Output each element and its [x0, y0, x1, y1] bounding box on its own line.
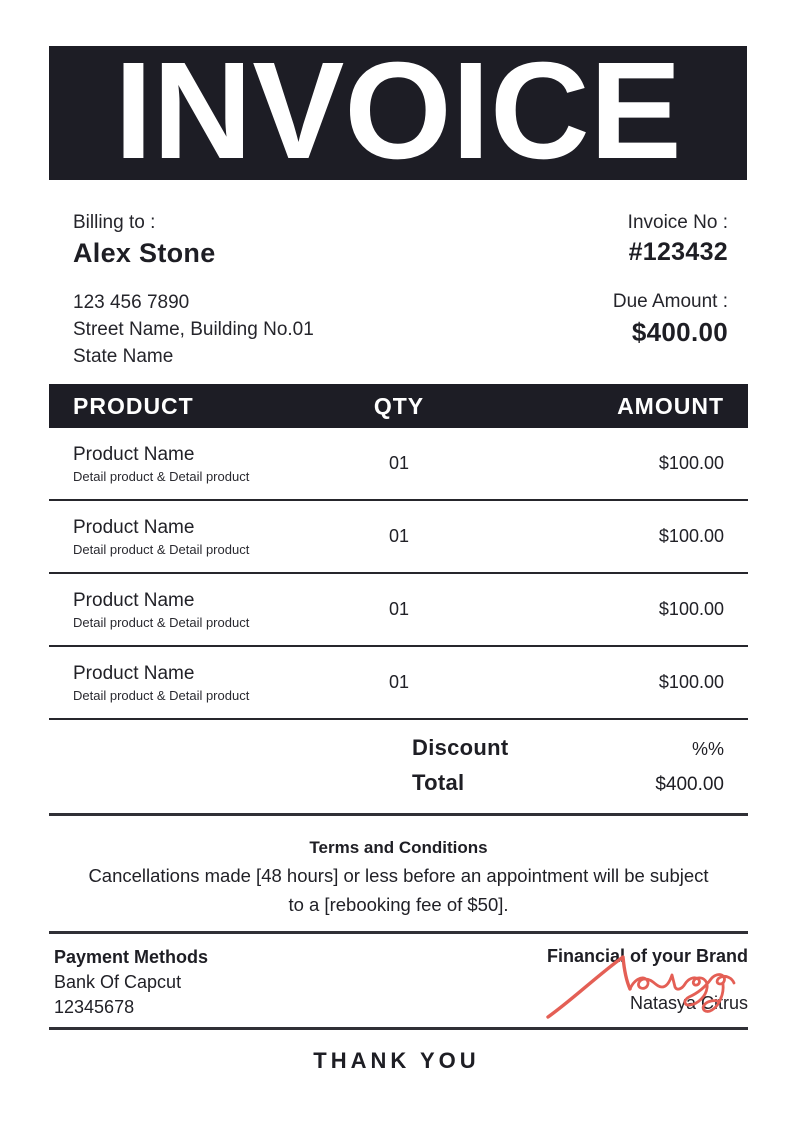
invoice-banner	[49, 34, 747, 188]
product-name: Product Name	[73, 516, 195, 538]
invoice-number-label: Invoice No :	[627, 212, 728, 233]
billing-name: Alex Stone	[73, 238, 216, 268]
footer-divider	[49, 1027, 748, 1030]
discount-value: %%	[691, 739, 724, 759]
column-header-product: PRODUCT	[73, 392, 194, 419]
discount-line	[73, 735, 724, 761]
amount-cell: $100.00	[658, 526, 724, 546]
brand-title: Financial of your Brand	[546, 946, 748, 966]
billing-address-line2: State Name	[73, 346, 174, 367]
table-row	[49, 574, 748, 647]
billing-to-label: Billing to :	[73, 212, 156, 233]
total-value: $400.00	[655, 774, 724, 795]
billing-phone: 123 456 7890	[73, 292, 190, 313]
due-amount-value: $400.00	[631, 317, 728, 347]
thank-you-text: THANK YOU	[313, 1048, 480, 1073]
product-detail: Detail product & Detail product	[73, 468, 250, 484]
qty-cell: 01	[388, 526, 410, 546]
product-name: Product Name	[73, 662, 195, 684]
terms-body: Cancellations made [48 hours] or less before an appointment will be subject to a [rebooking fee of $50].	[88, 865, 709, 915]
terms-title: Terms and Conditions	[309, 838, 488, 857]
qty-cell: 01	[388, 599, 410, 619]
discount-label: Discount	[412, 735, 509, 760]
amount-cell: $100.00	[658, 599, 724, 619]
column-header-qty: QTY	[373, 392, 425, 419]
due-amount-label: Due Amount :	[612, 291, 728, 312]
billing-address-line1: Street Name, Building No.01	[73, 319, 314, 340]
qty-cell: 01	[388, 672, 410, 692]
totals-section	[49, 720, 748, 816]
billing-contact	[73, 289, 314, 370]
column-header-amount: AMOUNT	[617, 392, 724, 419]
invoice-title: INVOICE	[114, 34, 682, 188]
product-cell	[73, 444, 314, 484]
terms-section	[49, 838, 748, 934]
product-cell	[73, 590, 314, 630]
brand-block	[547, 945, 748, 1014]
product-detail: Detail product & Detail product	[73, 687, 250, 703]
payment-account-number: 12345678	[54, 997, 135, 1017]
amount-cell: $100.00	[658, 453, 724, 473]
amount-cell: $100.00	[658, 672, 724, 692]
product-cell	[73, 663, 314, 703]
items-table	[49, 384, 748, 816]
billing-block	[73, 212, 314, 370]
table-row	[49, 428, 748, 501]
product-cell	[73, 517, 314, 557]
signer-name: Natasya Citrus	[629, 993, 748, 1013]
payment-bank: Bank Of Capcut	[54, 972, 182, 992]
table-row	[49, 647, 748, 720]
invoice-number: #123432	[628, 238, 728, 266]
payment-methods-title: Payment Methods	[54, 947, 209, 967]
product-detail: Detail product & Detail product	[73, 541, 250, 557]
total-label: Total	[412, 770, 465, 795]
product-detail: Detail product & Detail product	[73, 614, 250, 630]
total-line	[73, 770, 724, 796]
product-name: Product Name	[73, 589, 195, 611]
product-name: Product Name	[73, 443, 195, 465]
table-header	[49, 384, 748, 428]
invoice-meta-block	[613, 212, 728, 348]
qty-cell: 01	[388, 453, 410, 473]
table-row	[49, 501, 748, 574]
payment-methods-block	[54, 945, 208, 1020]
